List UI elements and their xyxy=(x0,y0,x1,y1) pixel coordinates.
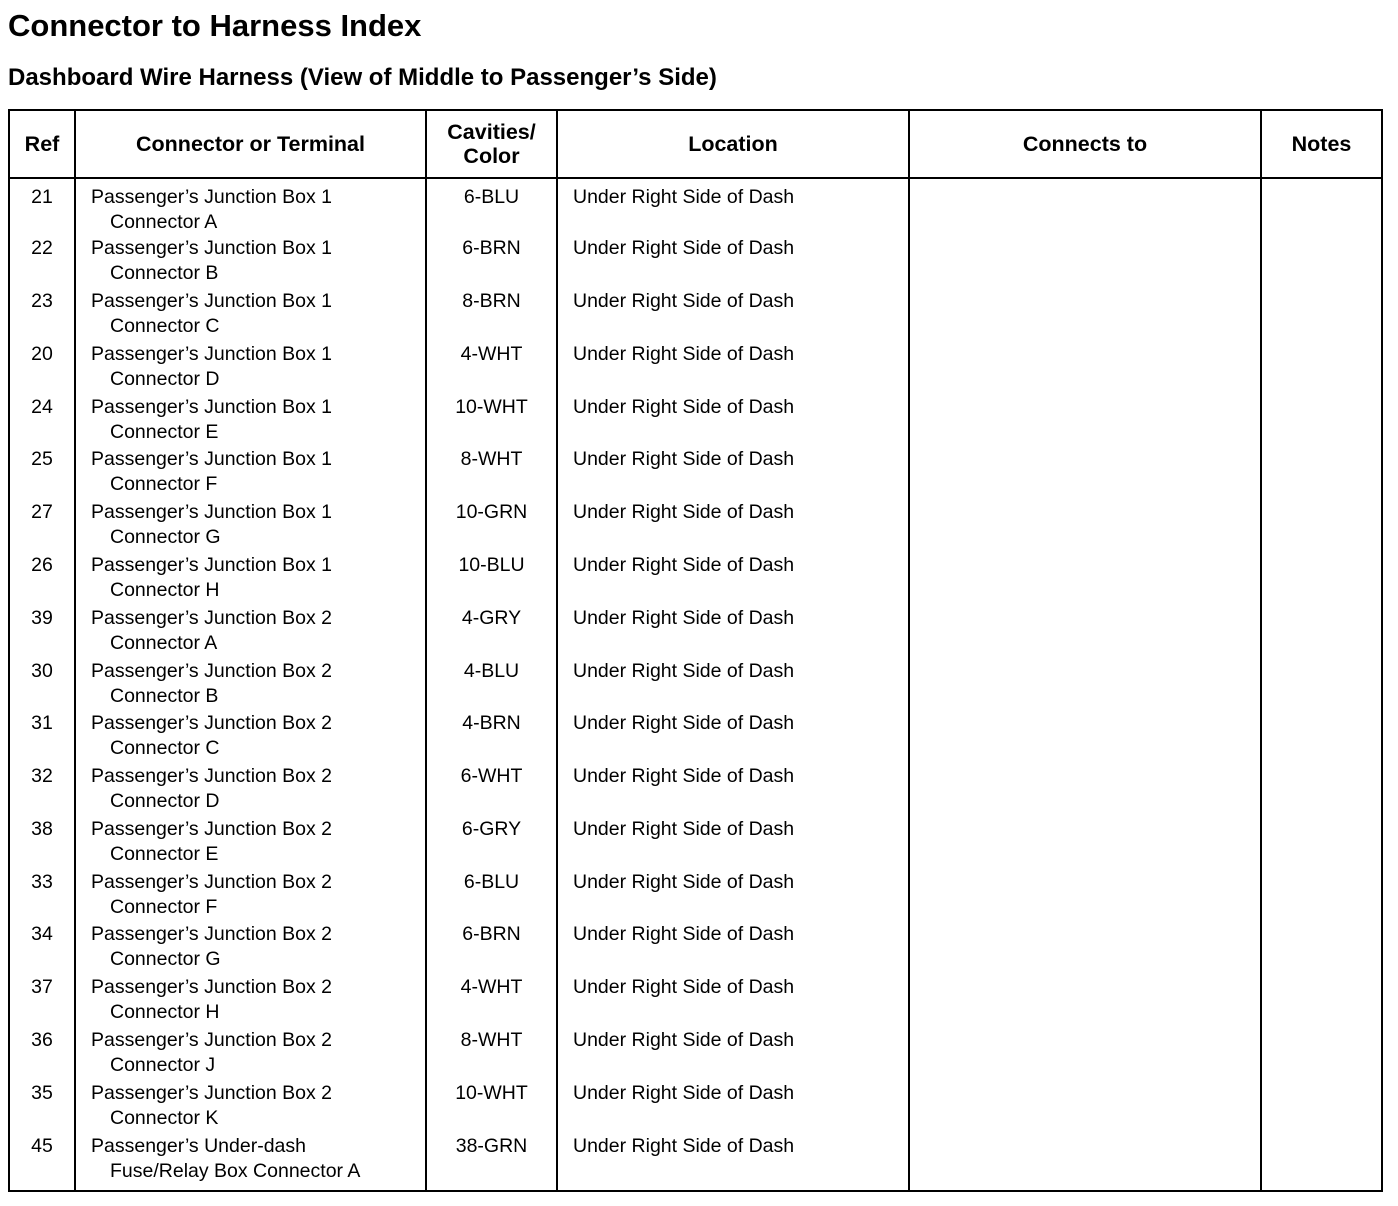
location-cell: Under Right Side of Dash xyxy=(557,553,909,606)
connector-subname: Connector A xyxy=(110,211,218,233)
header-cavities-line1: Cavities/ xyxy=(447,120,536,144)
ref-cell: 24 xyxy=(10,395,75,448)
header-notes: Notes xyxy=(1261,111,1381,178)
cavities-color-cell: 6-BLU xyxy=(426,870,557,923)
ref-cell: 25 xyxy=(10,447,75,500)
header-ref: Ref xyxy=(10,111,75,178)
location-cell: Under Right Side of Dash xyxy=(557,606,909,659)
ref-cell: 20 xyxy=(10,342,75,395)
connector-subname: Connector A xyxy=(110,631,218,654)
connector-subname: Connector C xyxy=(110,737,220,760)
table-row xyxy=(10,553,1381,606)
location-cell: Under Right Side of Dash xyxy=(557,236,909,289)
notes-cell xyxy=(1261,178,1381,236)
notes-cell xyxy=(1261,447,1381,500)
connector-name: Passenger’s Junction Box 2 xyxy=(91,659,333,682)
location-cell: Under Right Side of Dash xyxy=(557,342,909,395)
connector-cell xyxy=(75,606,426,659)
location-cell: Under Right Side of Dash xyxy=(557,659,909,712)
location-cell: Under Right Side of Dash xyxy=(557,395,909,448)
notes-cell xyxy=(1261,817,1381,870)
connector-name: Passenger’s Junction Box 1 xyxy=(91,448,333,471)
ref-cell: 34 xyxy=(10,922,75,975)
connects-to-cell xyxy=(909,764,1261,817)
connector-cell xyxy=(75,500,426,553)
connector-subname: Connector H xyxy=(110,578,220,601)
connector-subname: Connector D xyxy=(110,367,220,390)
ref-cell: 37 xyxy=(10,975,75,1028)
cavities-color-cell: 6-BLU xyxy=(426,178,557,236)
cavities-color-cell: 4-WHT xyxy=(426,975,557,1028)
connector-name: Passenger’s Junction Box 2 xyxy=(91,976,333,999)
cavities-color-cell: 10-WHT xyxy=(426,1081,557,1134)
cavities-color-cell: 6-BRN xyxy=(426,236,557,289)
connects-to-cell xyxy=(909,870,1261,923)
cavities-color-cell: 8-BRN xyxy=(426,289,557,342)
ref-cell: 23 xyxy=(10,289,75,342)
connector-cell xyxy=(75,711,426,764)
table-row xyxy=(10,1028,1381,1081)
cavities-color-cell: 8-WHT xyxy=(426,1028,557,1081)
notes-cell xyxy=(1261,1028,1381,1081)
connector-subname: Connector D xyxy=(110,790,220,813)
header-cavities xyxy=(426,111,557,178)
table-row xyxy=(10,395,1381,448)
notes-cell xyxy=(1261,395,1381,448)
connector-subname: Connector J xyxy=(110,1054,216,1077)
notes-cell xyxy=(1261,1081,1381,1134)
notes-cell xyxy=(1261,289,1381,342)
table-row xyxy=(10,975,1381,1028)
connects-to-cell xyxy=(909,817,1261,870)
table-row xyxy=(10,1081,1381,1134)
connector-name: Passenger’s Junction Box 1 xyxy=(91,186,333,208)
connector-name: Passenger’s Junction Box 2 xyxy=(91,817,333,840)
cavities-color-cell: 4-BLU xyxy=(426,659,557,712)
table-row xyxy=(10,342,1381,395)
ref-cell: 21 xyxy=(10,178,75,236)
table-row xyxy=(10,178,1381,236)
notes-cell xyxy=(1261,606,1381,659)
connects-to-cell xyxy=(909,289,1261,342)
connector-cell xyxy=(75,922,426,975)
connects-to-cell xyxy=(909,447,1261,500)
connector-subname: Connector B xyxy=(110,262,219,285)
page-subtitle: Dashboard Wire Harness (View of Middle to Passenger’s Side) xyxy=(8,64,717,91)
cavities-color-cell: 10-GRN xyxy=(426,500,557,553)
connector-name: Passenger’s Junction Box 2 xyxy=(91,870,333,893)
location-cell: Under Right Side of Dash xyxy=(557,289,909,342)
connector-subname: Connector G xyxy=(110,526,221,549)
header-cavities-line2: Color xyxy=(463,144,520,168)
connector-name: Passenger’s Junction Box 2 xyxy=(91,765,333,788)
index-table xyxy=(10,111,1381,1190)
connects-to-cell xyxy=(909,606,1261,659)
connector-name: Passenger’s Junction Box 2 xyxy=(91,1081,333,1104)
location-cell: Under Right Side of Dash xyxy=(557,178,909,236)
cavities-color-cell: 4-BRN xyxy=(426,711,557,764)
connects-to-cell xyxy=(909,342,1261,395)
connector-subname: Connector C xyxy=(110,314,220,337)
ref-cell: 33 xyxy=(10,870,75,923)
ref-cell: 27 xyxy=(10,500,75,553)
ref-cell: 36 xyxy=(10,1028,75,1081)
connector-name: Passenger’s Junction Box 1 xyxy=(91,553,333,576)
ref-cell: 30 xyxy=(10,659,75,712)
connector-subname: Connector E xyxy=(110,420,219,443)
table-row xyxy=(10,289,1381,342)
connector-subname: Connector F xyxy=(110,895,218,918)
header-connector: Connector or Terminal xyxy=(75,111,426,178)
connector-subname: Connector G xyxy=(110,948,221,971)
location-cell: Under Right Side of Dash xyxy=(557,711,909,764)
connects-to-cell xyxy=(909,711,1261,764)
ref-cell: 22 xyxy=(10,236,75,289)
connects-to-cell xyxy=(909,178,1261,236)
connects-to-cell xyxy=(909,553,1261,606)
cavities-color-cell: 4-WHT xyxy=(426,342,557,395)
cavities-color-cell: 10-BLU xyxy=(426,553,557,606)
table-row xyxy=(10,764,1381,817)
connects-to-cell xyxy=(909,1134,1261,1190)
location-cell: Under Right Side of Dash xyxy=(557,500,909,553)
connector-subname: Connector B xyxy=(110,684,219,707)
table-row xyxy=(10,236,1381,289)
connects-to-cell xyxy=(909,395,1261,448)
ref-cell: 38 xyxy=(10,817,75,870)
table-row xyxy=(10,870,1381,923)
table-row xyxy=(10,659,1381,712)
connector-cell xyxy=(75,1028,426,1081)
connector-cell xyxy=(75,342,426,395)
connects-to-cell xyxy=(909,1081,1261,1134)
connector-subname: Connector E xyxy=(110,842,219,865)
location-cell: Under Right Side of Dash xyxy=(557,447,909,500)
ref-cell: 32 xyxy=(10,764,75,817)
table-row xyxy=(10,817,1381,870)
connector-name: Passenger’s Junction Box 1 xyxy=(91,289,333,312)
connector-cell xyxy=(75,178,426,236)
notes-cell xyxy=(1261,975,1381,1028)
connector-name: Passenger’s Junction Box 1 xyxy=(91,395,333,418)
connector-cell xyxy=(75,1081,426,1134)
connector-name: Passenger’s Under-dash xyxy=(91,1134,306,1157)
connects-to-cell xyxy=(909,922,1261,975)
ref-cell: 39 xyxy=(10,606,75,659)
connector-cell xyxy=(75,395,426,448)
cavities-color-cell: 6-GRY xyxy=(426,817,557,870)
connector-name: Passenger’s Junction Box 2 xyxy=(91,1029,333,1052)
connector-cell xyxy=(75,553,426,606)
connector-name: Passenger’s Junction Box 1 xyxy=(91,237,333,260)
connector-cell xyxy=(75,447,426,500)
connector-name: Passenger’s Junction Box 1 xyxy=(91,501,333,524)
table-row xyxy=(10,711,1381,764)
connector-cell xyxy=(75,659,426,712)
page-title: Connector to Harness Index xyxy=(8,8,422,43)
notes-cell xyxy=(1261,342,1381,395)
location-cell: Under Right Side of Dash xyxy=(557,1081,909,1134)
cavities-color-cell: 4-GRY xyxy=(426,606,557,659)
connector-subname: Connector K xyxy=(110,1106,219,1129)
header-connects-to: Connects to xyxy=(909,111,1261,178)
connector-index-table xyxy=(8,109,1383,1192)
table-row xyxy=(10,922,1381,975)
cavities-color-cell: 6-WHT xyxy=(426,764,557,817)
ref-cell: 31 xyxy=(10,711,75,764)
cavities-color-cell: 6-BRN xyxy=(426,922,557,975)
location-cell: Under Right Side of Dash xyxy=(557,975,909,1028)
notes-cell xyxy=(1261,764,1381,817)
location-cell: Under Right Side of Dash xyxy=(557,817,909,870)
table-body xyxy=(10,178,1381,1190)
table-header xyxy=(10,111,1381,178)
ref-cell: 35 xyxy=(10,1081,75,1134)
connector-name: Passenger’s Junction Box 1 xyxy=(91,342,333,365)
table-row xyxy=(10,1134,1381,1190)
cavities-color-cell: 10-WHT xyxy=(426,395,557,448)
notes-cell xyxy=(1261,553,1381,606)
connector-cell xyxy=(75,289,426,342)
notes-cell xyxy=(1261,870,1381,923)
table-row xyxy=(10,500,1381,553)
notes-cell xyxy=(1261,236,1381,289)
ref-cell: 26 xyxy=(10,553,75,606)
location-cell: Under Right Side of Dash xyxy=(557,764,909,817)
location-cell: Under Right Side of Dash xyxy=(557,1134,909,1190)
location-cell: Under Right Side of Dash xyxy=(557,922,909,975)
connects-to-cell xyxy=(909,1028,1261,1081)
table-row xyxy=(10,447,1381,500)
notes-cell xyxy=(1261,711,1381,764)
connects-to-cell xyxy=(909,659,1261,712)
connector-name: Passenger’s Junction Box 2 xyxy=(91,923,333,946)
connector-cell xyxy=(75,870,426,923)
notes-cell xyxy=(1261,500,1381,553)
connector-subname: Connector H xyxy=(110,1001,220,1024)
ref-cell: 45 xyxy=(10,1134,75,1190)
cavities-color-cell: 38-GRN xyxy=(426,1134,557,1190)
connector-subname: Connector F xyxy=(110,473,218,496)
location-cell: Under Right Side of Dash xyxy=(557,1028,909,1081)
notes-cell xyxy=(1261,922,1381,975)
connector-subname: Fuse/Relay Box Connector A xyxy=(110,1159,361,1182)
connects-to-cell xyxy=(909,975,1261,1028)
connector-name: Passenger’s Junction Box 2 xyxy=(91,606,333,629)
connector-name: Passenger’s Junction Box 2 xyxy=(91,712,333,735)
connector-cell xyxy=(75,975,426,1028)
table-row xyxy=(10,606,1381,659)
header-location: Location xyxy=(557,111,909,178)
connector-cell xyxy=(75,817,426,870)
cavities-color-cell: 8-WHT xyxy=(426,447,557,500)
connects-to-cell xyxy=(909,236,1261,289)
location-cell: Under Right Side of Dash xyxy=(557,870,909,923)
connects-to-cell xyxy=(909,500,1261,553)
notes-cell xyxy=(1261,659,1381,712)
connector-cell xyxy=(75,1134,426,1190)
connector-cell xyxy=(75,236,426,289)
notes-cell xyxy=(1261,1134,1381,1190)
connector-cell xyxy=(75,764,426,817)
